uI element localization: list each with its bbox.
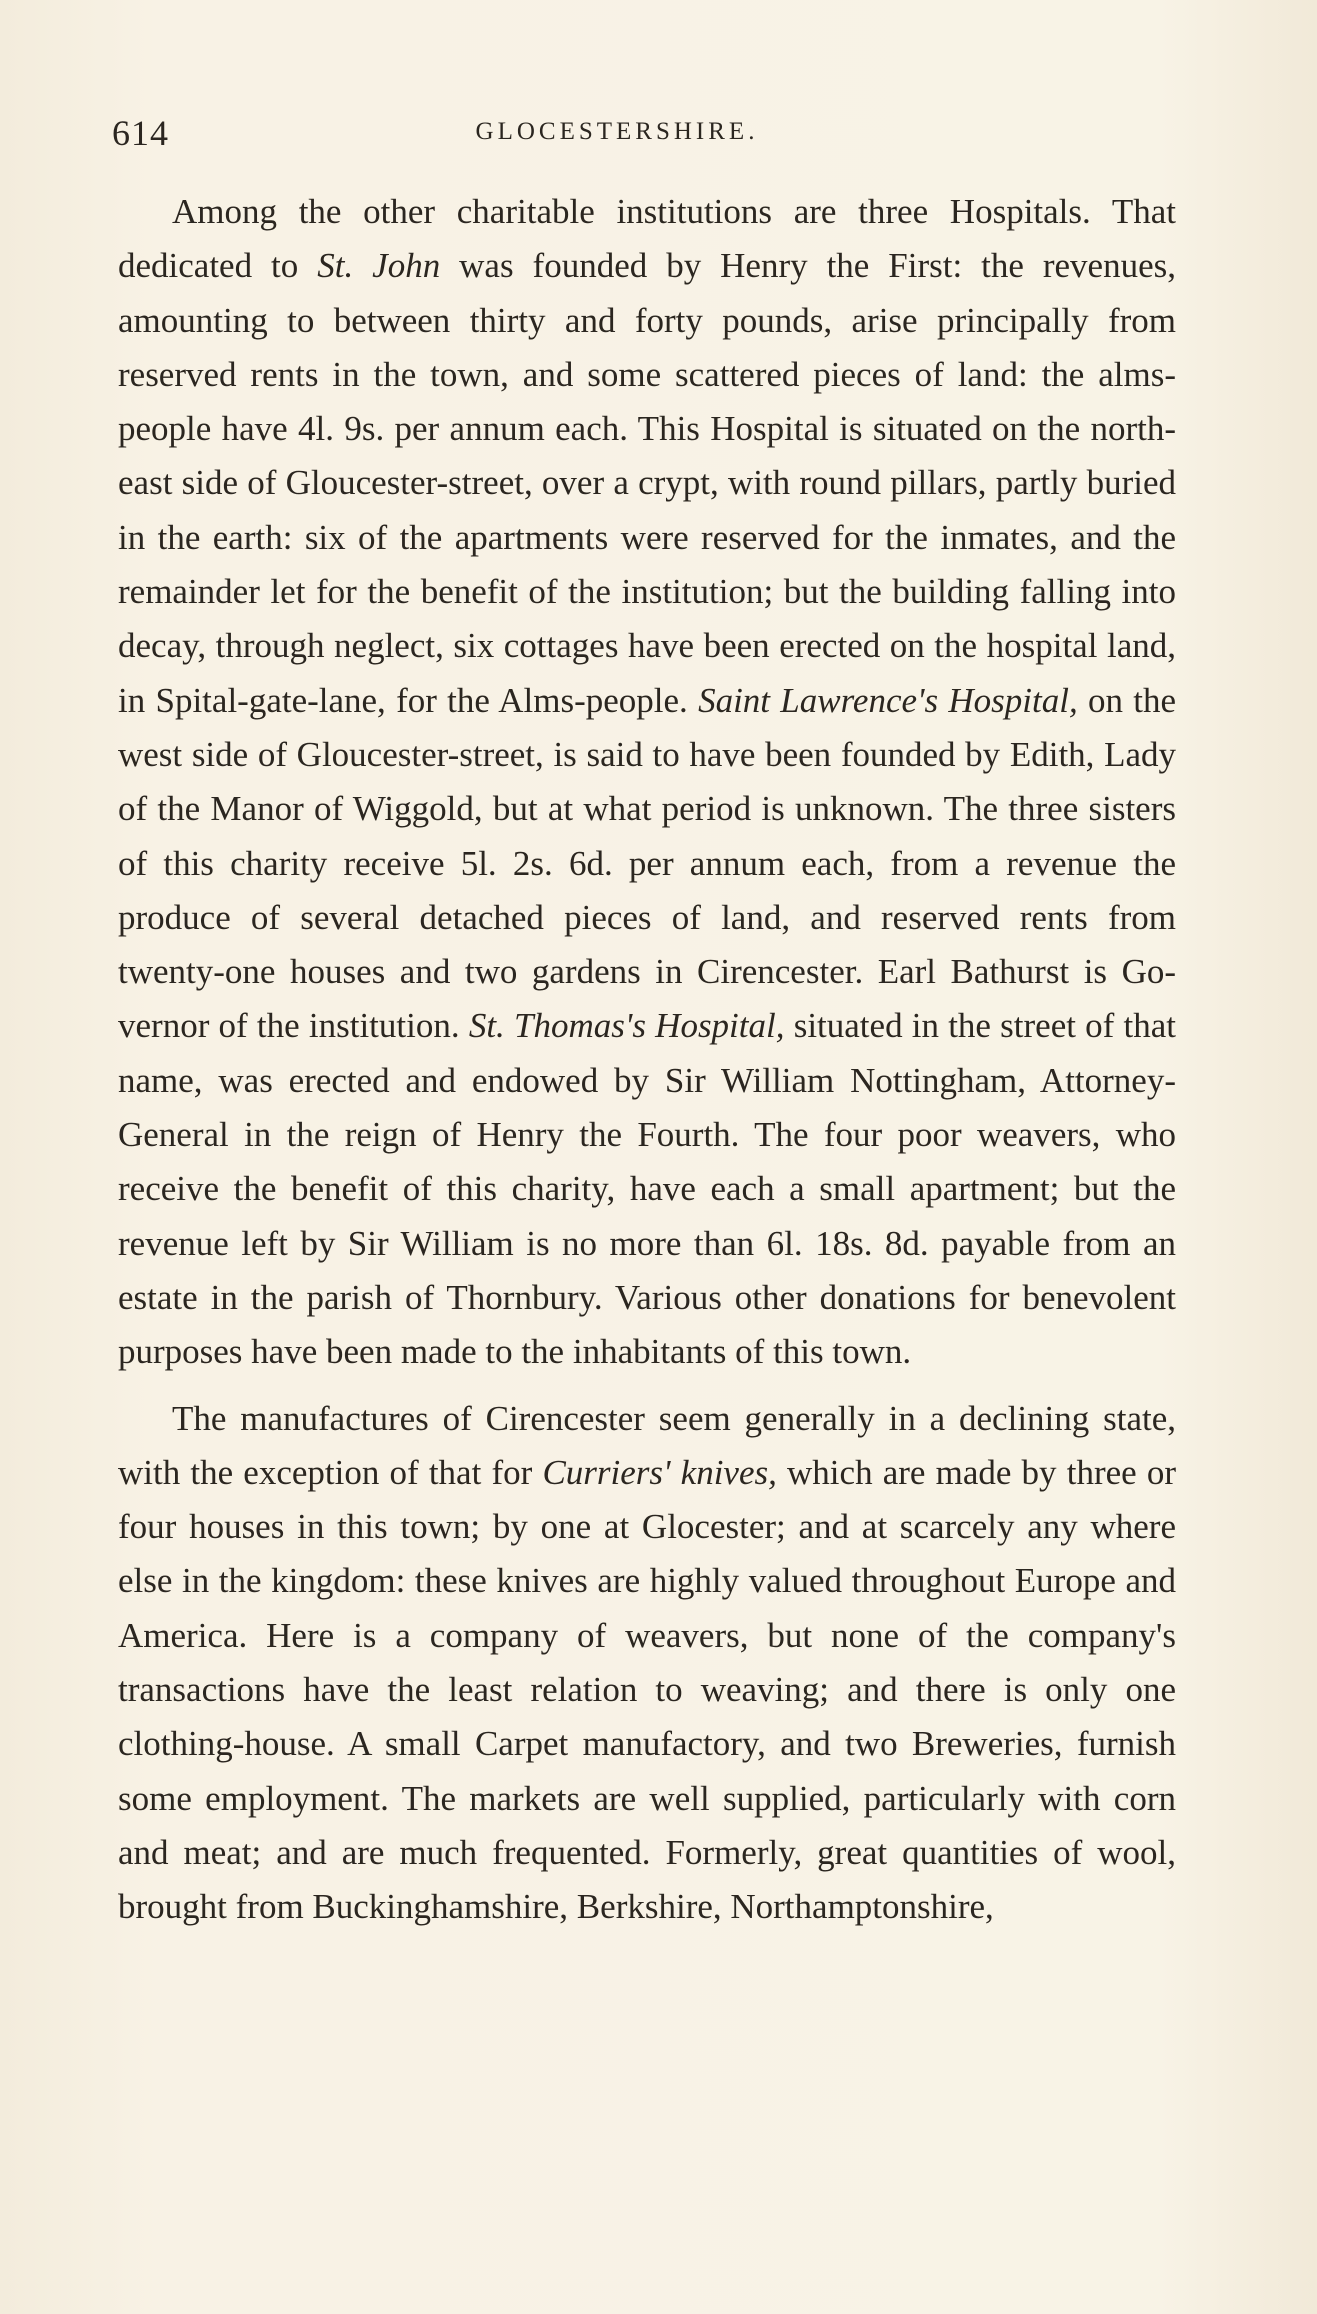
text-segment: which are made by three or four houses in this town; by one at Glocester; and at scarcely any where else in the kingdom: these knives are highly valued throughout Europe and America. Here is a company of weavers, but none of the company's transactions have the least relation to weaving; and there is only one clothing-house. A small Carpet manufactory, and two Breweries, furnish some employment. The markets are well supplied, particularly with corn and meat; and are much frequented. Formerly, great quantities of wool, brought from Buckinghamshire, Berkshire, Northamptonshire, <box>118 1452 1176 1927</box>
italic-text-segment: St. John <box>317 246 441 286</box>
text-segment: situated in the street of that name, was erected and endowed by Sir William Nottingham, Attorney-General in the reign of Henry the Fourth. The four poor weavers, who receive the benefit of this charity, have each a small apartment; but the revenue left by Sir William is no more than 6l. 18s. 8d. payable from an estate in the parish of Thornbury. Various other donations for benevolent purposes have been made to the inhabitants of this town. <box>118 1006 1177 1372</box>
paragraph-manufactures <box>118 1392 1176 1935</box>
text-segment: on the west side of Gloucester-street, is said to have been founded by Edith, Lady of the Manor of Wiggold, but at what period is unknown. The three sisters of this charity receive 5l. 2s. 6d. per annum each, from a revenue the produce of several detached pieces of land, and reserved rents from twenty-one houses and two gardens in Cirencester. Earl Bathurst is Governor of the institution. <box>118 680 1176 1046</box>
running-head-text: GLOCESTERSHIRE. <box>475 118 759 145</box>
italic-text-segment: Curriers' knives, <box>542 1452 777 1492</box>
body-text <box>118 185 1176 1935</box>
page-number: 614 <box>112 113 169 153</box>
running-head <box>202 118 1152 146</box>
paragraph-hospitals <box>118 185 1176 1380</box>
italic-text-segment: St. Thomas's Hospital, <box>468 1006 785 1046</box>
page-header <box>112 112 1152 152</box>
text-segment: The manufactures of Cirencester seem generally in a declining state, with the exception of that for <box>118 1398 1176 1492</box>
text-segment: Among the other charitable institutions are three Hospitals. That dedicated to <box>118 192 1176 286</box>
text-segment: was founded by Henry the First: the revenues, amounting to between thirty and forty pounds, arise principally from reserved rents in the town, and some scattered pieces of land: the alms-people have 4l. 9s. per annum each. This Hospital is situated on the north-east side of Gloucester-street, over a crypt, with round pillars, partly buried in the earth: six of the apartments were reserved for the inmates, and the remainder let for the benefit of the institution; but the building falling into decay, through neglect, six cottages have been erected on the hospital land, in Spital-gate-lane, for the Alms-people. <box>118 246 1176 720</box>
italic-text-segment: Saint Lawrence's Hospital, <box>698 680 1078 720</box>
